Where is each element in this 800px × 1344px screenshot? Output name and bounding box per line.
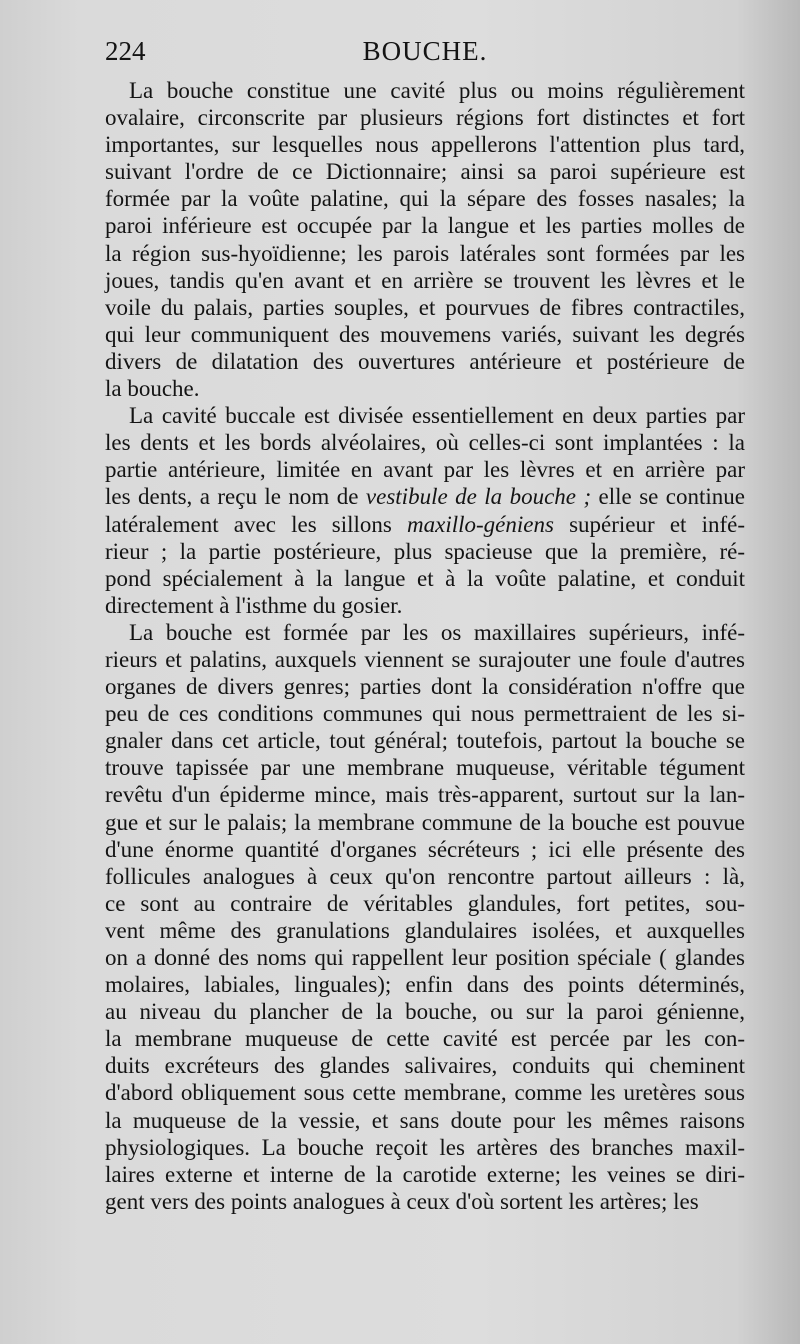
text-line [105, 158, 745, 185]
text-line [105, 240, 745, 267]
text-segment: paroi inférieure est occupée par la langue et les parties molles de [105, 213, 745, 239]
page-header [105, 36, 745, 76]
text-line [105, 781, 745, 808]
text-segment: revêtu d'un épiderme mince, mais très-apparent, surtout sur la lan- [105, 782, 745, 808]
text-line [105, 917, 745, 944]
text-line [105, 1107, 745, 1134]
paragraph [105, 619, 745, 1215]
text-segment: voile du palais, parties souples, et pourvues de fibres contractiles, [105, 294, 745, 320]
text-segment: suivant l'ordre de ce Dictionnaire; ainsi sa paroi supérieure est [105, 159, 745, 185]
text-segment: latéralement avec les sillons [105, 511, 408, 537]
text-segment: rieurs et palatins, auxquels viennent se surajouter une foule d'autres [105, 646, 745, 672]
text-line [105, 429, 745, 456]
text-segment: importantes, sur lesquelles nous appellerons l'attention plus tard, [105, 132, 745, 158]
text-line [105, 673, 745, 700]
text-line [105, 863, 745, 890]
text-segment: d'abord obliquement sous cette membrane, comme les uretères sous [105, 1080, 745, 1106]
text-segment: d'une énorme quantité d'organes sécréteurs ; ici elle présente des [105, 836, 745, 862]
paragraph [105, 402, 745, 619]
text-line [105, 809, 745, 836]
text-line [105, 1025, 745, 1052]
text-line [105, 754, 745, 781]
text-line [105, 348, 745, 375]
text-segment: gent vers des points analogues à ceux d'où sortent les artères; les [105, 1188, 699, 1214]
text-line [105, 185, 745, 212]
text-line [105, 944, 745, 971]
text-line [105, 1188, 745, 1215]
text-segment: vent même des granulations glandulaires isolées, et auxquelles [105, 917, 745, 943]
text-segment: physiologiques. La bouche reçoit les artères des branches maxil- [105, 1134, 745, 1160]
text-segment: supérieur et infé- [553, 511, 745, 537]
text-segment: qui leur communiquent des mouvemens variés, suivant les degrés [105, 321, 745, 347]
text-line [105, 294, 745, 321]
text-segment: gue et sur le palais; la membrane commune de la bouche est pouvue [105, 809, 745, 835]
text-segment: ovalaire, circonscrite par plusieurs régions fort distinctes et fort [105, 105, 745, 131]
text-segment: les dents, a reçu le nom de [105, 484, 366, 510]
text-segment: les dents et les bords alvéolaires, où celles-ci sont implantées : la [105, 430, 745, 456]
text-line [105, 592, 745, 619]
text-segment: la bouche. [105, 376, 200, 402]
text-line [105, 77, 745, 104]
text-line [105, 456, 745, 483]
text-line [105, 104, 745, 131]
text-line [105, 402, 745, 429]
text-line [105, 1134, 745, 1161]
text-line [105, 890, 745, 917]
running-title: BOUCHE. [362, 36, 488, 66]
text-segment: partie antérieure, limitée en avant par les lèvres et en arrière par [105, 457, 745, 483]
body-text [105, 77, 745, 1215]
text-line [105, 483, 745, 510]
text-segment: gnaler dans cet article, tout général; toutefois, partout la bouche se [105, 728, 745, 754]
text-line [105, 836, 745, 863]
page-number: 224 [105, 36, 146, 66]
text-segment: on a donné des noms qui rappellent leur position spéciale ( glandes [105, 945, 745, 970]
text-segment: La cavité buccale est divisée essentiellement en deux parties par [129, 403, 745, 429]
text-line [105, 267, 745, 294]
text-segment: rieur ; la partie postérieure, plus spacieuse que la première, ré- [105, 538, 745, 564]
text-segment: duits excréteurs des glandes salivaires, conduits qui cheminent [105, 1053, 745, 1079]
text-segment: divers de dilatation des ouvertures antérieure et postérieure de [105, 348, 745, 374]
text-segment: pond spécialement à la langue et à la voûte palatine, et conduit [105, 565, 745, 591]
text-segment: la région sus-hyoïdienne; les parois latérales sont formées par les [105, 240, 745, 266]
text-line [105, 646, 745, 673]
text-segment: organes de divers genres; parties dont la considération n'offre que [105, 674, 745, 700]
text-segment: ce sont au contraire de véritables glandules, fort petites, sou- [105, 890, 745, 916]
text-segment: joues, tandis qu'en avant et en arrière se trouvent les lèvres et le [105, 267, 745, 293]
text-segment: molaires, labiales, linguales); enfin dans des points déterminés, [105, 972, 745, 998]
text-segment: elle se continue [591, 484, 745, 510]
text-line [105, 700, 745, 727]
text-line [105, 971, 745, 998]
paragraph [105, 77, 745, 402]
text-line [105, 1161, 745, 1188]
text-line [105, 1079, 745, 1106]
text-segment: La bouche est formée par les os maxillaires supérieurs, infé- [129, 619, 745, 645]
text-line [105, 321, 745, 348]
text-line [105, 131, 745, 158]
text-segment: trouve tapissée par une membrane muqueuse, véritable tégument [105, 755, 745, 781]
text-segment: laires externe et interne de la carotide externe; les veines se diri- [105, 1161, 745, 1187]
text-segment: la muqueuse de la vessie, et sans doute pour les mêmes raisons [105, 1107, 745, 1133]
italic-segment: vestibule de la bouche ; [365, 484, 592, 510]
text-line [105, 565, 745, 592]
text-line [105, 511, 745, 538]
text-segment: la membrane muqueuse de cette cavité est percée par les con- [105, 1026, 745, 1052]
text-line [105, 619, 745, 646]
text-segment: follicules analogues à ceux qu'on rencontre partout ailleurs : là, [105, 863, 745, 889]
text-line [105, 998, 745, 1025]
text-line [105, 538, 745, 565]
text-line [105, 212, 745, 239]
text-segment: directement à l'isthme du gosier. [105, 592, 403, 618]
text-line [105, 727, 745, 754]
italic-segment: maxillo-géniens [407, 511, 554, 537]
text-segment: peu de ces conditions communes qui nous permettraient de les si- [105, 701, 745, 727]
text-line [105, 375, 745, 402]
text-line [105, 1052, 745, 1079]
text-segment: au niveau du plancher de la bouche, ou sur la paroi génienne, [105, 999, 745, 1025]
text-segment: formée par la voûte palatine, qui la sépare des fosses nasales; la [105, 186, 745, 212]
text-segment: La bouche constitue une cavité plus ou moins régulièrement [129, 78, 745, 103]
